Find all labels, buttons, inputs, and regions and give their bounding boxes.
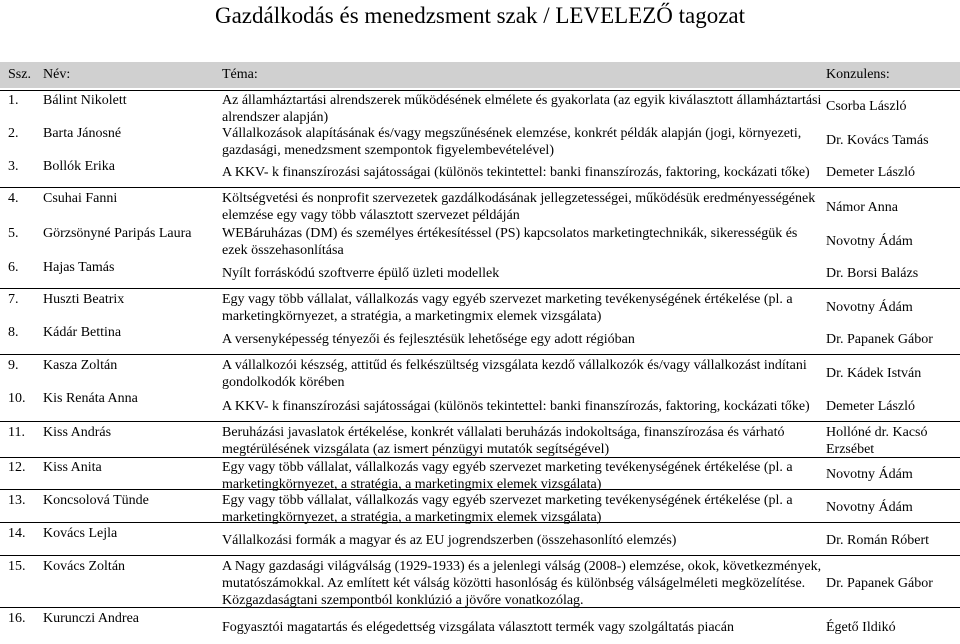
row-divider (0, 288, 960, 289)
thesis-topic: Az államháztartási alrendszerek működésének elmélete és gyakorlata (az egyik kiválasztott államháztartási alrendszer alapján) (222, 93, 822, 125)
row-divider (0, 187, 960, 188)
consultant-name: Égető Ildikó (826, 620, 896, 635)
consultant-name: Dr. Papanek Gábor (826, 576, 933, 591)
consultant-name: Demeter László (826, 165, 916, 180)
consultant-name: Novotny Ádám (826, 500, 913, 515)
row-number: 12. (8, 460, 26, 475)
row-number: 7. (8, 292, 19, 307)
row-number: 2. (8, 126, 19, 141)
consultant-name: Hollóné dr. Kacsó Erzsébet (826, 425, 928, 457)
thesis-topic: Költségvetési és nonprofit szervezetek gazdálkodásának jellegzetességei, működésük eredményességének elemzése egy vagy több választott szervezet példáján (222, 191, 816, 223)
thesis-topic: A KKV- k finanszírozási sajátosságai (különös tekintettel: banki finanszírozás, faktoring, kockázati tőke) (222, 165, 810, 180)
row-number: 4. (8, 191, 19, 206)
student-name: Kis Renáta Anna (43, 391, 138, 406)
thesis-topic: Egy vagy több vállalat, vállalkozás vagy egyéb szervezet marketing tevékenységének értékelése (pl. a marketingkörnyezet, a stratégia, a marketingmix elemek vizsgálata) (222, 292, 793, 324)
header-ssz: Ssz. (8, 67, 31, 82)
row-divider (0, 489, 960, 490)
student-name: Kovács Zoltán (43, 559, 126, 574)
thesis-topic: Nyílt forráskódú szoftverre épülő üzleti modellek (222, 266, 500, 281)
thesis-topic: Vállalkozások alapításának és/vagy megszűnésének elemzése, konkrét példák alapján (jogi, környezeti, gazdasági, menedzsment szempontok figyelembevételével) (222, 126, 802, 158)
row-number: 11. (8, 425, 25, 440)
consultant-name: Dr. Román Róbert (826, 533, 930, 548)
thesis-topic: Egy vagy több vállalat, vállalkozás vagy egyéb szervezet marketing tevékenységének értékelése (pl. a marketingkörnyezet, a stratégia, a marketingmix elemek vizsgálata) (222, 460, 793, 492)
consultant-name: Dr. Borsi Balázs (826, 266, 919, 281)
thesis-topic: A Nagy gazdasági világválság (1929-1933) és a jelenlegi válság (2008-) elemzése, okok, következmények, mutatószámokkal. Az említett két válság közötti hasonlóság és különbség válságelméleti megközelítése. Közgazdaságtani szempontból konklúzió a jövőre vonatkozólag. (222, 559, 822, 608)
row-number: 9. (8, 358, 19, 373)
header-konzulens: Konzulens: (826, 67, 890, 82)
thesis-topic: A versenyképesség tényezői és fejlesztésük lehetősége egy adott régióban (222, 332, 635, 347)
student-name: Koncsolová Tünde (43, 493, 149, 508)
student-name: Kiss András (43, 425, 112, 440)
consultant-name: Csorba László (826, 99, 907, 114)
student-name: Kurunczi Andrea (43, 611, 140, 626)
student-name: Kádár Bettina (43, 325, 122, 340)
row-divider (0, 354, 960, 355)
consultant-name: Demeter László (826, 399, 916, 414)
consultant-name: Dr. Kádek István (826, 366, 922, 381)
row-divider (0, 457, 960, 458)
row-divider (0, 421, 960, 422)
row-divider (0, 522, 960, 523)
thesis-topic: WEBáruházas (DM) és személyes értékesítéssel (PS) kapcsolatos marketingtechnikák, sikerességük és ezek összehasonlítása (222, 226, 798, 258)
thesis-topic: Vállalkozási formák a magyar és az EU jogrendszerben (összehasonlító elemzés) (222, 533, 677, 548)
consultant-name: Dr. Kovács Tamás (826, 133, 929, 148)
row-number: 13. (8, 493, 26, 508)
thesis-topic: A KKV- k finanszírozási sajátosságai (különös tekintettel: banki finanszírozás, faktoring, kockázati tőke) (222, 399, 810, 414)
row-number: 1. (8, 93, 19, 108)
row-number: 8. (8, 325, 19, 340)
student-name: Hajas Tamás (43, 260, 115, 275)
row-number: 15. (8, 559, 26, 574)
student-name: Bálint Nikolett (43, 93, 127, 108)
consultant-name: Námor Anna (826, 200, 898, 215)
row-number: 5. (8, 226, 19, 241)
table-header (0, 62, 960, 88)
row-number: 16. (8, 611, 26, 626)
student-name: Kiss Anita (43, 460, 102, 475)
header-nev: Név: (43, 67, 71, 82)
row-divider (0, 90, 960, 91)
consultant-name: Novotny Ádám (826, 300, 913, 315)
header-tema: Téma: (222, 67, 258, 82)
thesis-topic: A vállalkozói készség, attitűd és felkészültség vizsgálata kezdő vállalkozók és/vagy vállalkozást indítani gondolkodók körében (222, 358, 807, 390)
student-name: Görzsönyné Paripás Laura (43, 226, 192, 241)
student-name: Kasza Zoltán (43, 358, 118, 373)
row-divider (0, 607, 960, 608)
consultant-name: Novotny Ádám (826, 467, 913, 482)
consultant-name: Novotny Ádám (826, 234, 913, 249)
row-number: 3. (8, 159, 19, 174)
row-number: 14. (8, 526, 26, 541)
consultant-name: Dr. Papanek Gábor (826, 332, 933, 347)
page-title: Gazdálkodás és menedzsment szak / LEVELEZŐ tagozat (214, 3, 746, 28)
student-name: Huszti Beatrix (43, 292, 125, 307)
student-name: Bollók Erika (43, 159, 115, 174)
row-number: 6. (8, 260, 19, 275)
row-divider (0, 555, 960, 556)
thesis-topic: Beruházási javaslatok értékelése, konkrét vállalati beruházás indokoltsága, finanszírozása és várható megtérülésének vizsgálata (az ismert pénzügyi mutatók segítségével) (222, 425, 785, 457)
student-name: Barta Jánosné (43, 126, 122, 141)
thesis-topic: Fogyasztói magatartás és elégedettség vizsgálata választott termék vagy szolgáltatás piacán (222, 620, 734, 635)
student-name: Csuhai Fanni (43, 191, 118, 206)
thesis-topic: Egy vagy több vállalat, vállalkozás vagy egyéb szervezet marketing tevékenységének értékelése (pl. a marketingkörnyezet, a stratégia, a marketingmix elemek vizsgálata) (222, 493, 793, 525)
student-name: Kovács Lejla (43, 526, 118, 541)
row-number: 10. (8, 391, 26, 406)
